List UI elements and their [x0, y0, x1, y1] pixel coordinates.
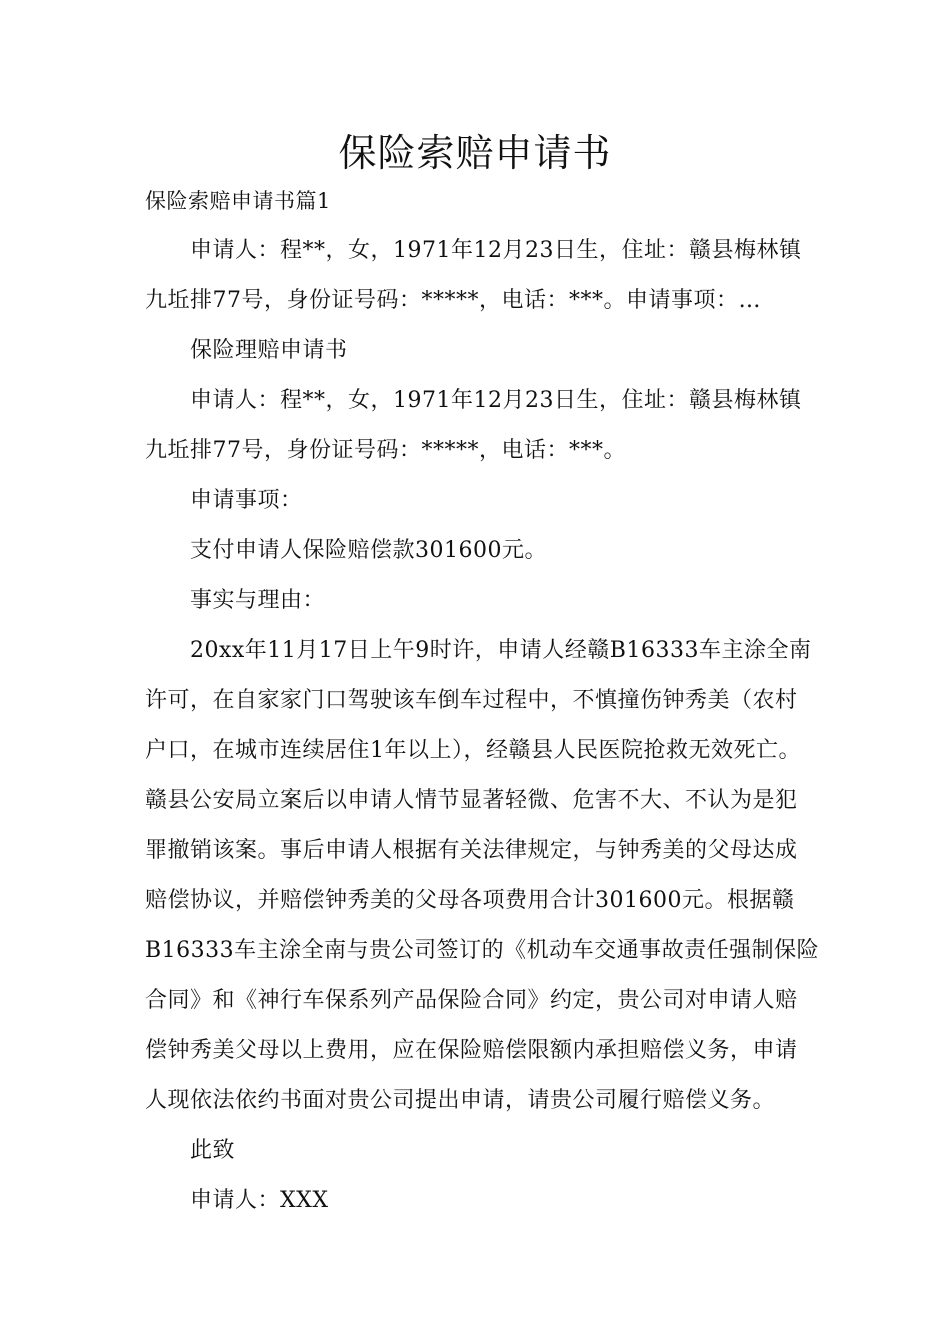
paragraph-line: 20xx年11月17日上午9时许，申请人经赣B16333车主涂全南 [190, 638, 812, 663]
paragraph-line: 九坵排77号，身份证号码：*****，电话：***。 [145, 438, 626, 463]
paragraph-line: B16333车主涂全南与贵公司签订的《机动车交通事故责任强制保险 [145, 938, 820, 963]
section-heading: 事实与理由： [190, 588, 326, 613]
paragraph-line: 罪撤销该案。事后申请人根据有关法律规定，与钟秀美的父母达成 [145, 838, 798, 863]
paragraph-line: 合同》和《神行车保系列产品保险合同》约定，贵公司对申请人赔 [145, 988, 798, 1013]
paragraph-line: 支付申请人保险赔偿款301600元。 [190, 538, 547, 563]
section-heading: 保险理赔申请书 [190, 338, 348, 363]
closing-salutation: 此致 [190, 1138, 236, 1163]
paragraph-line: 申请人：程**，女，1971年12月23日生，住址：赣县梅林镇 [190, 238, 802, 263]
paragraph-line: 人现依法依约书面对贵公司提出申请，请贵公司履行赔偿义务。 [145, 1088, 776, 1113]
paragraph-line: 赣县公安局立案后以申请人情节显著轻微、危害不大、不认为是犯 [145, 788, 798, 813]
document-subtitle: 保险索赔申请书篇1 [145, 189, 331, 213]
paragraph-line: 许可，在自家家门口驾驶该车倒车过程中，不慎撞伤钟秀美（农村 [145, 688, 798, 713]
paragraph-line: 九坵排77号，身份证号码：*****，电话：***。申请事项：… [145, 288, 761, 313]
paragraph-line: 户口，在城市连续居住1年以上），经赣县人民医院抢救无效死亡。 [145, 738, 801, 763]
paragraph-line: 赔偿协议，并赔偿钟秀美的父母各项费用合计301600元。根据赣 [145, 888, 795, 913]
applicant-signature: 申请人：XXX [190, 1188, 329, 1213]
paragraph-line: 偿钟秀美父母以上费用，应在保险赔偿限额内承担赔偿义务，申请 [145, 1038, 798, 1063]
document-title: 保险索赔申请书 [338, 131, 612, 175]
section-heading: 申请事项： [190, 488, 303, 513]
paragraph-line: 申请人：程**，女，1971年12月23日生，住址：赣县梅林镇 [190, 388, 802, 413]
